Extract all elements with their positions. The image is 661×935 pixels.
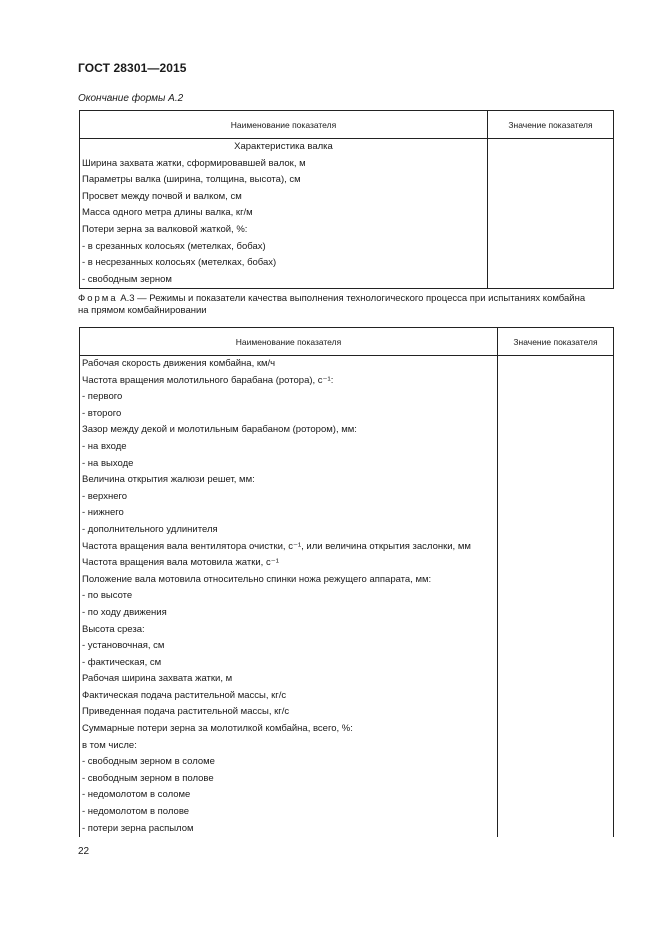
indicator-name-cell: Зазор между декой и молотильным барабаном (ротором), мм: bbox=[80, 422, 498, 439]
indicator-value-cell bbox=[498, 439, 614, 456]
indicator-value-cell bbox=[498, 754, 614, 771]
table-row bbox=[80, 139, 614, 156]
document-header: ГОСТ 28301—2015 bbox=[78, 61, 187, 75]
indicator-value-cell bbox=[498, 373, 614, 390]
indicator-value-cell bbox=[498, 389, 614, 406]
indicator-name-cell: - первого bbox=[80, 389, 498, 406]
indicator-value-cell bbox=[488, 205, 614, 222]
table-row bbox=[80, 272, 614, 289]
table-row bbox=[80, 472, 614, 489]
indicator-name-cell: - фактическая, см bbox=[80, 655, 498, 672]
indicator-value-cell bbox=[498, 588, 614, 605]
indicator-value-cell bbox=[498, 671, 614, 688]
indicator-value-cell bbox=[488, 156, 614, 173]
indicator-name-cell: Высота среза: bbox=[80, 622, 498, 639]
indicator-name-cell: - по высоте bbox=[80, 588, 498, 605]
indicator-name-cell: - в несрезанных колосьях (метелках, бобах) bbox=[80, 255, 488, 272]
indicator-value-cell bbox=[498, 472, 614, 489]
indicator-name-cell: - нижнего bbox=[80, 505, 498, 522]
form-word: Форма bbox=[78, 293, 118, 304]
table-header-row bbox=[80, 328, 614, 356]
table-row bbox=[80, 406, 614, 423]
indicator-name-cell: Характеристика валка bbox=[80, 139, 488, 156]
indicator-value-cell bbox=[498, 605, 614, 622]
column-header-value: Значение показателя bbox=[498, 328, 614, 356]
table-row bbox=[80, 771, 614, 788]
indicator-name-cell: Фактическая подача растительной массы, кг/с bbox=[80, 688, 498, 705]
table-row bbox=[80, 754, 614, 771]
table-row bbox=[80, 539, 614, 556]
form-a2-table bbox=[79, 110, 614, 289]
indicator-name-cell: - на выходе bbox=[80, 456, 498, 473]
page-number: 22 bbox=[78, 846, 90, 857]
column-header-name: Наименование показателя bbox=[80, 328, 498, 356]
table-row bbox=[80, 588, 614, 605]
table-row bbox=[80, 456, 614, 473]
table-header-row bbox=[80, 111, 614, 139]
table-row bbox=[80, 821, 614, 838]
table-row bbox=[80, 189, 614, 206]
table-row bbox=[80, 156, 614, 173]
indicator-value-cell bbox=[498, 622, 614, 639]
indicator-name-cell: - в срезанных колосьях (метелках, бобах) bbox=[80, 239, 488, 256]
indicator-value-cell bbox=[498, 406, 614, 423]
indicator-name-cell: - свободным зерном в соломе bbox=[80, 754, 498, 771]
table-row bbox=[80, 205, 614, 222]
indicator-value-cell bbox=[498, 721, 614, 738]
indicator-name-cell: в том числе: bbox=[80, 738, 498, 755]
indicator-name-cell: - установочная, см bbox=[80, 638, 498, 655]
table-row bbox=[80, 804, 614, 821]
indicator-value-cell bbox=[498, 787, 614, 804]
table-row bbox=[80, 489, 614, 506]
indicator-value-cell bbox=[498, 704, 614, 721]
indicator-name-cell: Приведенная подача растительной массы, кг/с bbox=[80, 704, 498, 721]
indicator-value-cell bbox=[498, 738, 614, 755]
table-row bbox=[80, 738, 614, 755]
indicator-value-cell bbox=[498, 422, 614, 439]
indicator-name-cell: - на входе bbox=[80, 439, 498, 456]
indicator-name-cell: - свободным зерном в полове bbox=[80, 771, 498, 788]
table-row bbox=[80, 239, 614, 256]
indicator-name-cell: Параметры валка (ширина, толщина, высота), см bbox=[80, 172, 488, 189]
indicator-name-cell: - дополнительного удлинителя bbox=[80, 522, 498, 539]
table-row bbox=[80, 605, 614, 622]
indicator-name-cell: Ширина захвата жатки, сформировавшей валок, м bbox=[80, 156, 488, 173]
indicator-name-cell: Частота вращения молотильного барабана (ротора), с⁻¹: bbox=[80, 373, 498, 390]
indicator-value-cell bbox=[498, 505, 614, 522]
form-a3-caption-line2: на прямом комбайнировании bbox=[78, 305, 207, 316]
indicator-value-cell bbox=[498, 821, 614, 838]
indicator-value-cell bbox=[498, 638, 614, 655]
indicator-value-cell bbox=[488, 272, 614, 289]
table-row bbox=[80, 721, 614, 738]
indicator-value-cell bbox=[498, 522, 614, 539]
indicator-name-cell: Масса одного метра длины валка, кг/м bbox=[80, 205, 488, 222]
indicator-value-cell bbox=[498, 655, 614, 672]
indicator-value-cell bbox=[498, 555, 614, 572]
indicator-name-cell: Суммарные потери зерна за молотилкой комбайна, всего, %: bbox=[80, 721, 498, 738]
table-row bbox=[80, 572, 614, 589]
indicator-name-cell: Частота вращения вала вентилятора очистки, с⁻¹, или величина открытия заслонки, мм bbox=[80, 539, 498, 556]
table-row bbox=[80, 688, 614, 705]
table-row bbox=[80, 172, 614, 189]
indicator-value-cell bbox=[498, 688, 614, 705]
indicator-value-cell bbox=[498, 539, 614, 556]
indicator-value-cell bbox=[498, 489, 614, 506]
table-row bbox=[80, 356, 614, 373]
indicator-name-cell: - второго bbox=[80, 406, 498, 423]
indicator-value-cell bbox=[488, 222, 614, 239]
table-row bbox=[80, 655, 614, 672]
indicator-value-cell bbox=[488, 189, 614, 206]
indicator-value-cell bbox=[498, 456, 614, 473]
table-row bbox=[80, 522, 614, 539]
indicator-name-cell: Рабочая ширина захвата жатки, м bbox=[80, 671, 498, 688]
indicator-value-cell bbox=[498, 804, 614, 821]
table-row bbox=[80, 622, 614, 639]
indicator-value-cell bbox=[488, 239, 614, 256]
indicator-name-cell: - верхнего bbox=[80, 489, 498, 506]
indicator-name-cell: Просвет между почвой и валком, см bbox=[80, 189, 488, 206]
table-row bbox=[80, 222, 614, 239]
indicator-name-cell: - по ходу движения bbox=[80, 605, 498, 622]
indicator-name-cell: Величина открытия жалюзи решет, мм: bbox=[80, 472, 498, 489]
indicator-name-cell: Частота вращения вала мотовила жатки, с⁻¹ bbox=[80, 555, 498, 572]
form-a3-table bbox=[79, 327, 614, 837]
form-a3-caption bbox=[78, 293, 618, 317]
table-row bbox=[80, 373, 614, 390]
indicator-name-cell: Положение вала мотовила относительно спинки ножа режущего аппарата, мм: bbox=[80, 572, 498, 589]
indicator-value-cell bbox=[498, 572, 614, 589]
table-row bbox=[80, 422, 614, 439]
table-row bbox=[80, 389, 614, 406]
form-a3-caption-text: А.3 — Режимы и показатели качества выполнения технологического процесса при испытаниях комбайна bbox=[117, 293, 586, 304]
column-header-name: Наименование показателя bbox=[80, 111, 488, 139]
indicator-value-cell bbox=[488, 255, 614, 272]
indicator-value-cell bbox=[488, 172, 614, 189]
indicator-name-cell: - недомолотом в полове bbox=[80, 804, 498, 821]
indicator-name-cell: Рабочая скорость движения комбайна, км/ч bbox=[80, 356, 498, 373]
table-row bbox=[80, 255, 614, 272]
indicator-name-cell: - недомолотом в соломе bbox=[80, 787, 498, 804]
table-row bbox=[80, 787, 614, 804]
column-header-value: Значение показателя bbox=[488, 111, 614, 139]
table-row bbox=[80, 505, 614, 522]
table-row bbox=[80, 704, 614, 721]
table-row bbox=[80, 671, 614, 688]
indicator-value-cell bbox=[488, 139, 614, 156]
indicator-value-cell bbox=[498, 356, 614, 373]
indicator-value-cell bbox=[498, 771, 614, 788]
indicator-name-cell: - свободным зерном bbox=[80, 272, 488, 289]
indicator-name-cell: - потери зерна распылом bbox=[80, 821, 498, 838]
indicator-name-cell: Потери зерна за валковой жаткой, %: bbox=[80, 222, 488, 239]
form-a2-end-caption: Окончание формы А.2 bbox=[78, 93, 184, 104]
table-row bbox=[80, 638, 614, 655]
table-row bbox=[80, 555, 614, 572]
table-row bbox=[80, 439, 614, 456]
